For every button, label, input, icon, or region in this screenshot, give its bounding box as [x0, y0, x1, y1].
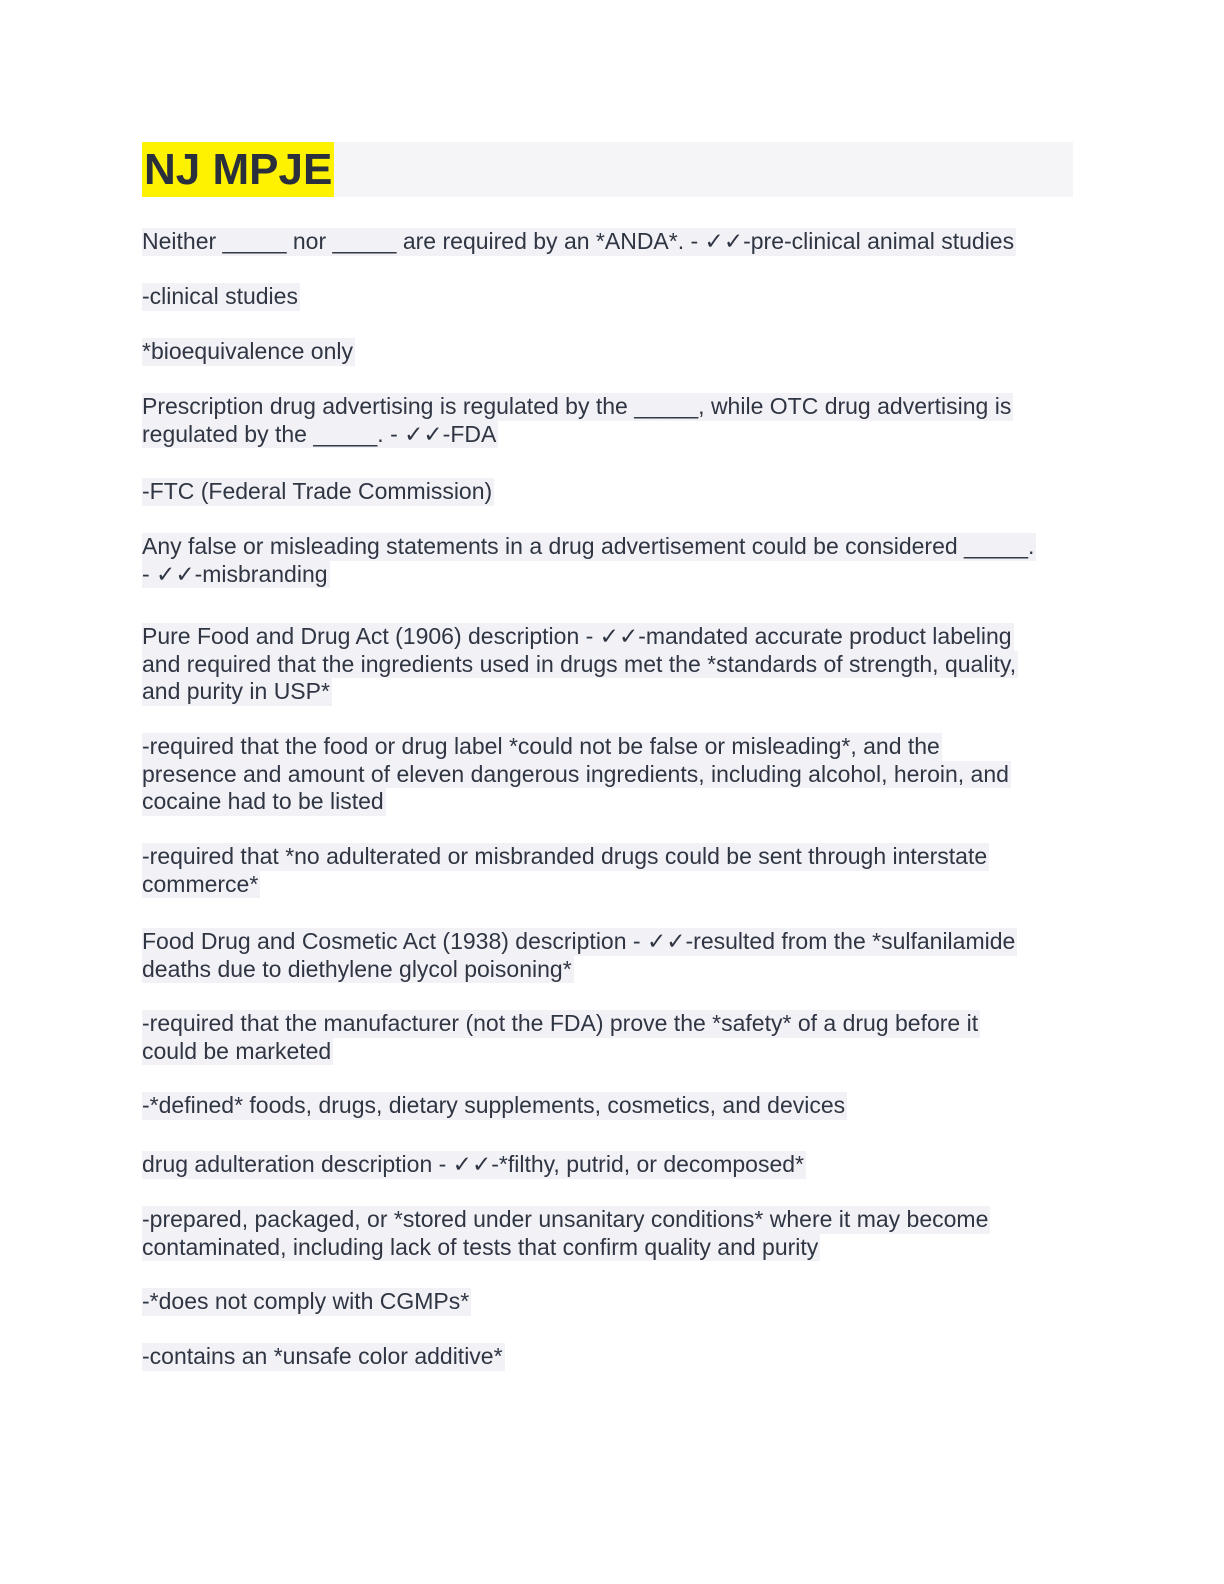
paragraph-line: commerce* [142, 870, 259, 897]
page-title: NJ MPJE [142, 142, 334, 197]
paragraph [142, 1343, 505, 1371]
paragraph [142, 338, 355, 366]
paragraph-line: presence and amount of eleven dangerous ingredients, including alcohol, heroin, and [142, 760, 1009, 787]
paragraph-line: Pure Food and Drug Act (1906) description - ✓✓-mandated accurate product labeling [142, 623, 1012, 649]
paragraph [142, 478, 494, 506]
paragraph-line: deaths due to diethylene glycol poisoning* [142, 955, 572, 982]
paragraph-line: could be marketed [142, 1037, 332, 1064]
paragraph [142, 1288, 471, 1316]
paragraph-line: -*defined* foods, drugs, dietary supplements, cosmetics, and devices [142, 1092, 846, 1118]
paragraph-line: Food Drug and Cosmetic Act (1938) description - ✓✓-resulted from the *sulfanilamide [142, 928, 1016, 954]
paragraph [142, 533, 1036, 588]
paragraph-line: Prescription drug advertising is regulated by the _____, while OTC drug advertising is [142, 393, 1012, 419]
paragraph-line: -required that the food or drug label *could not be false or misleading*, and the [142, 733, 940, 759]
paragraph [142, 1092, 847, 1120]
paragraph [142, 733, 1011, 816]
paragraph-line: regulated by the _____. - ✓✓-FDA [142, 420, 497, 447]
paragraph [142, 1151, 806, 1179]
paragraph-line: and required that the ingredients used in drugs met the *standards of strength, quality, [142, 650, 1017, 677]
paragraph-line: drug adulteration description - ✓✓-*filthy, putrid, or decomposed* [142, 1151, 805, 1177]
paragraph-line: -required that *no adulterated or misbranded drugs could be sent through interstate [142, 843, 988, 869]
paragraph [142, 1010, 980, 1065]
paragraph [142, 393, 1013, 448]
paragraph-line: -*does not comply with CGMPs* [142, 1288, 470, 1314]
paragraph-line: contaminated, including lack of tests that confirm quality and purity [142, 1233, 819, 1260]
paragraph [142, 283, 300, 311]
paragraph [142, 1206, 990, 1261]
paragraph-line: -FTC (Federal Trade Commission) [142, 478, 493, 504]
paragraph [142, 928, 1017, 983]
paragraph [142, 623, 1018, 706]
paragraph-line: -prepared, packaged, or *stored under unsanitary conditions* where it may become [142, 1206, 989, 1232]
paragraph-line: Any false or misleading statements in a drug advertisement could be considered _____. [142, 533, 1035, 559]
paragraph-line: -clinical studies [142, 283, 298, 309]
paragraph-line: cocaine had to be listed [142, 788, 384, 814]
paragraph [142, 843, 989, 898]
paragraph [142, 228, 1016, 256]
paragraph-line: Neither _____ nor _____ are required by an *ANDA*. - ✓✓-pre-clinical animal studies [142, 228, 1015, 254]
paragraph-line: -contains an *unsafe color additive* [142, 1343, 503, 1369]
paragraph-line: *bioequivalence only [142, 338, 353, 364]
paragraph-line: - ✓✓-misbranding [142, 560, 328, 587]
paragraph-line: and purity in USP* [142, 678, 330, 704]
paragraph-line: -required that the manufacturer (not the FDA) prove the *safety* of a drug before it [142, 1010, 979, 1036]
